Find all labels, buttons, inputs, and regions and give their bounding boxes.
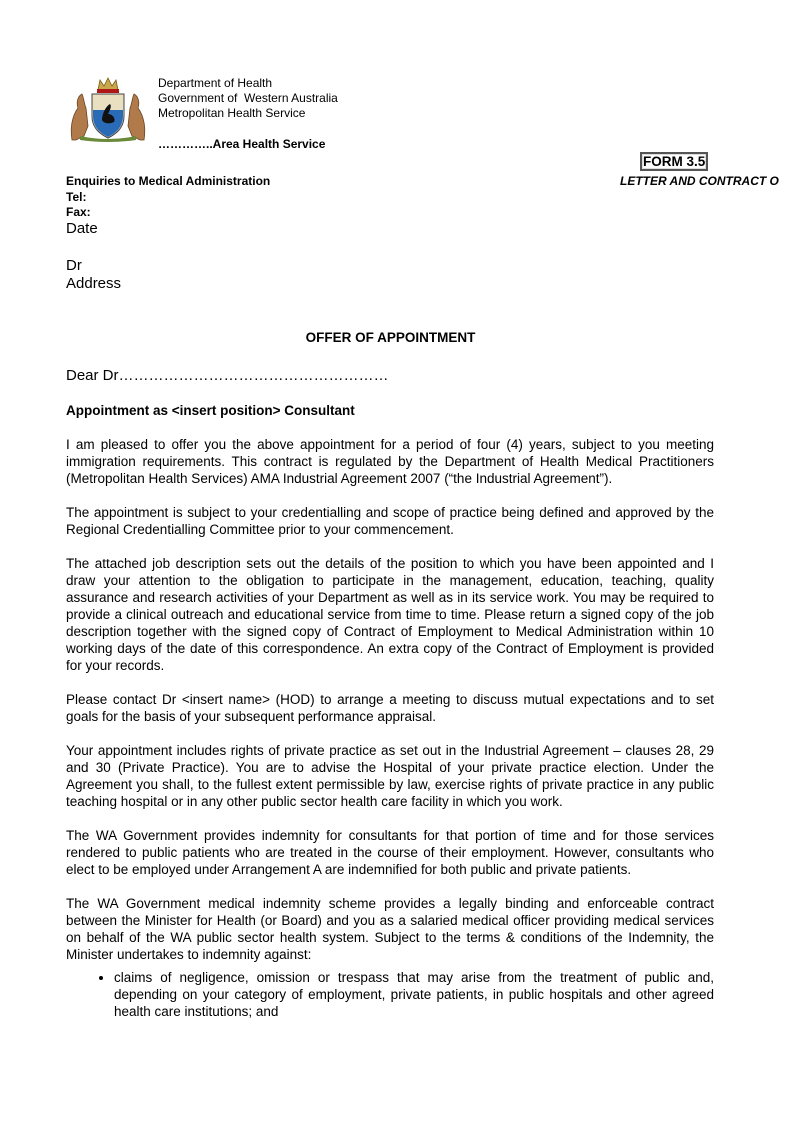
body-paragraph: Please contact Dr <insert name> (HOD) to arrange a meeting to discuss mutual expectations and to set goals for the basis of your subsequent performance appraisal. — [66, 692, 714, 724]
form-subtitle: LETTER AND CONTRACT O — [620, 174, 779, 188]
body-paragraph: The WA Government medical indemnity scheme provides a legally binding and enforceable contract between the Minister for Health (or Board) and you as a salaried medical officer providing medical services on behalf of the WA public sector health system. Subject to the terms & conditions of the Indemnity, the Minister undertakes to indemnity against: — [66, 896, 714, 962]
body-paragraph: Your appointment includes rights of private practice as set out in the Industrial Agreement – clauses 28, 29 and 30 (Private Practice). You are to advise the Hospital of your private practice election. Under the Agreement you shall, to the fullest extent permissible by law, exercise rights of private practice in any public teaching hospital or in any other public sector health care facility in which you work. — [66, 743, 714, 809]
salutation: Dear Dr……………………………………………… — [66, 367, 389, 384]
dept-line: Government of Western Australia — [158, 91, 338, 105]
enquiries-line: Enquiries to Medical Administration — [66, 174, 271, 188]
dept-line: Metropolitan Health Service — [158, 106, 306, 120]
fax-line: Fax: — [66, 205, 91, 219]
department-block — [158, 76, 338, 121]
form-label-box: FORM 3.5 — [640, 152, 708, 171]
body-paragraph: I am pleased to offer you the above appointment for a period of four (4) years, subject to you meeting immigration requirements. This contract is regulated by the Department of Health Medical Practitioners (Metropolitan Health Services) AMA Industrial Agreement 2007 (“the Industrial Agreement”). — [66, 437, 714, 486]
letter-heading: OFFER OF APPOINTMENT — [305, 330, 476, 345]
area-health-service: …………..Area Health Service — [158, 137, 326, 151]
letter-date: Date — [66, 220, 98, 237]
enquiries-block — [66, 174, 270, 221]
body-paragraph: The attached job description sets out the details of the position to which you have been appointed and I draw your attention to the obligation to participate in the management, education, teaching, quality assurance and research activities of your Department as well as in its service work. You may be required to provide a clinical outreach and educational service from time to time. Please return a signed copy of the job description together with the signed copy of Contract of Employment to Medical Administration within 10 working days of the date of this correspondence. An extra copy of the Contract of Employment is provided for your records. — [66, 556, 714, 673]
letter-body — [66, 436, 714, 1020]
list-item: • claims of negligence, omission or trespass that may arise from the treatment of public and, depending on your category of employment, private patients, in public hospitals and other agreed health care institutions; and — [114, 969, 714, 1020]
dept-line: Department of Health — [158, 76, 273, 90]
subject-line: Appointment as <insert position> Consultant — [66, 403, 355, 418]
recipient-title: Dr — [66, 257, 82, 274]
wa-coat-of-arms-logo — [66, 76, 150, 142]
indemnity-list — [66, 969, 714, 1020]
tel-line: Tel: — [66, 189, 87, 204]
body-paragraph: The WA Government provides indemnity for consultants for that portion of time and for those services rendered to public patients who are treated in the course of their employment. However, consultants who elect to be employed under Arrangement A are indemnified for both public and private patients. — [66, 828, 714, 877]
body-paragraph: The appointment is subject to your credentialling and scope of practice being defined and approved by the Regional Credentialling Committee prior to your commencement. — [66, 505, 714, 537]
recipient-address: Address — [66, 275, 122, 292]
